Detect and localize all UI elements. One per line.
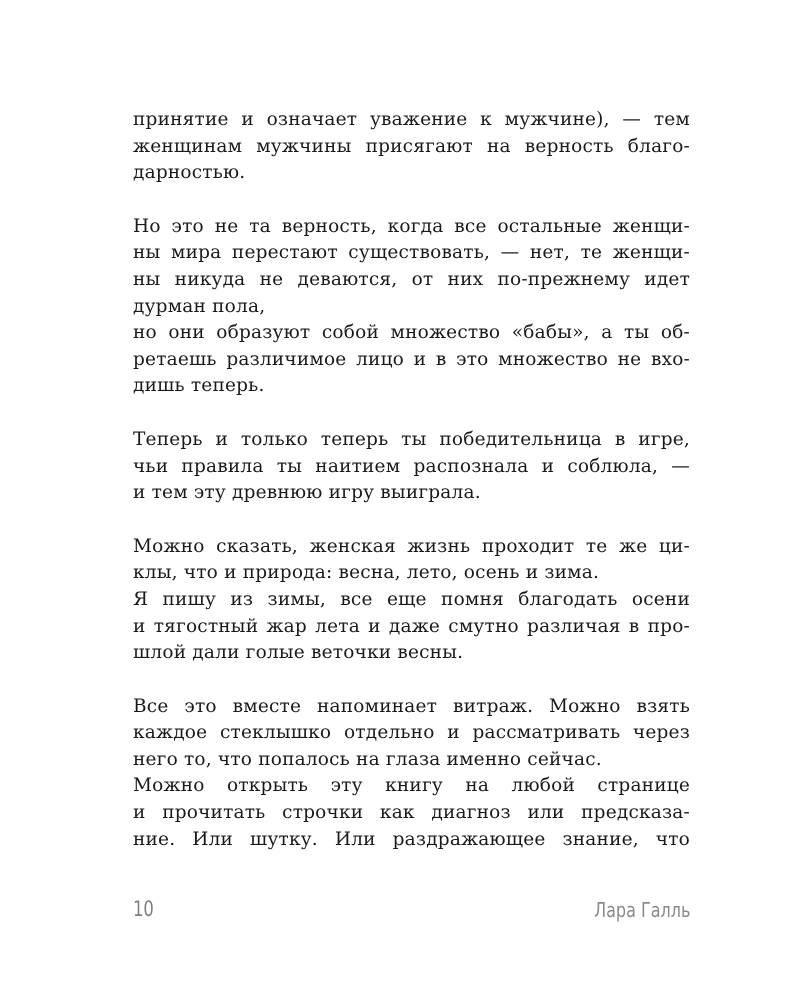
text-line: и тягостный жар лета и даже смутно различая в про- bbox=[133, 615, 690, 637]
text-line: женщинам мужчины присягают на верность благо- bbox=[133, 135, 690, 157]
text-line: каждое стеклышко отдельно и рассматривать через bbox=[133, 722, 690, 744]
text-line: Можно сказать, женская жизнь проходит те же ци- bbox=[133, 535, 690, 557]
body-text bbox=[133, 107, 690, 880]
text-line: дарностью. bbox=[133, 162, 246, 184]
text-line: дишь теперь. bbox=[133, 375, 265, 397]
paragraph bbox=[133, 427, 690, 507]
page-number: 10 bbox=[133, 897, 154, 921]
text-line: Можно открыть эту книгу на любой странице bbox=[133, 775, 690, 797]
text-line: ны мира перестают существовать, — нет, те женщи- bbox=[133, 242, 690, 264]
text-line: но они образуют собой множество «бабы», а ты об- bbox=[133, 322, 690, 344]
text-line: шлой дали голые веточки весны. bbox=[133, 642, 464, 664]
running-footer-author: Лара Галль bbox=[593, 898, 690, 922]
text-line: чьи правила ты наитием распознала и соблюла, — bbox=[133, 455, 690, 477]
text-line: клы, что и природа: весна, лето, осень и зима. bbox=[133, 562, 600, 584]
text-line: дурман пола, bbox=[133, 295, 266, 317]
text-line: Я пишу из зимы, все еще помня благодать осени bbox=[133, 588, 690, 610]
paragraph bbox=[133, 694, 690, 854]
text-line: Теперь и только теперь ты победительница в игре, bbox=[133, 428, 690, 450]
text-line: Все это вместе напоминает витраж. Можно взять bbox=[133, 695, 690, 717]
text-line: и прочитать строчки как диагноз или предсказа- bbox=[133, 802, 690, 824]
text-line: него то, что попалось на глаза именно сейчас. bbox=[133, 748, 602, 770]
paragraph bbox=[133, 107, 690, 187]
text-line: ние. Или шутку. Или раздражающее знание, что bbox=[133, 828, 690, 850]
paragraph bbox=[133, 534, 690, 667]
text-line: и тем эту древнюю игру выиграла. bbox=[133, 482, 481, 504]
text-line: Но это не та верность, когда все остальные женщи- bbox=[133, 215, 690, 237]
text-line: ны никуда не деваются, от них по-прежнему идет bbox=[133, 268, 690, 290]
paragraph bbox=[133, 214, 690, 400]
text-line: ретаешь различимое лицо и в это множество не вхо- bbox=[133, 348, 690, 370]
text-line: принятие и означает уважение к мужчине), — тем bbox=[133, 109, 690, 130]
